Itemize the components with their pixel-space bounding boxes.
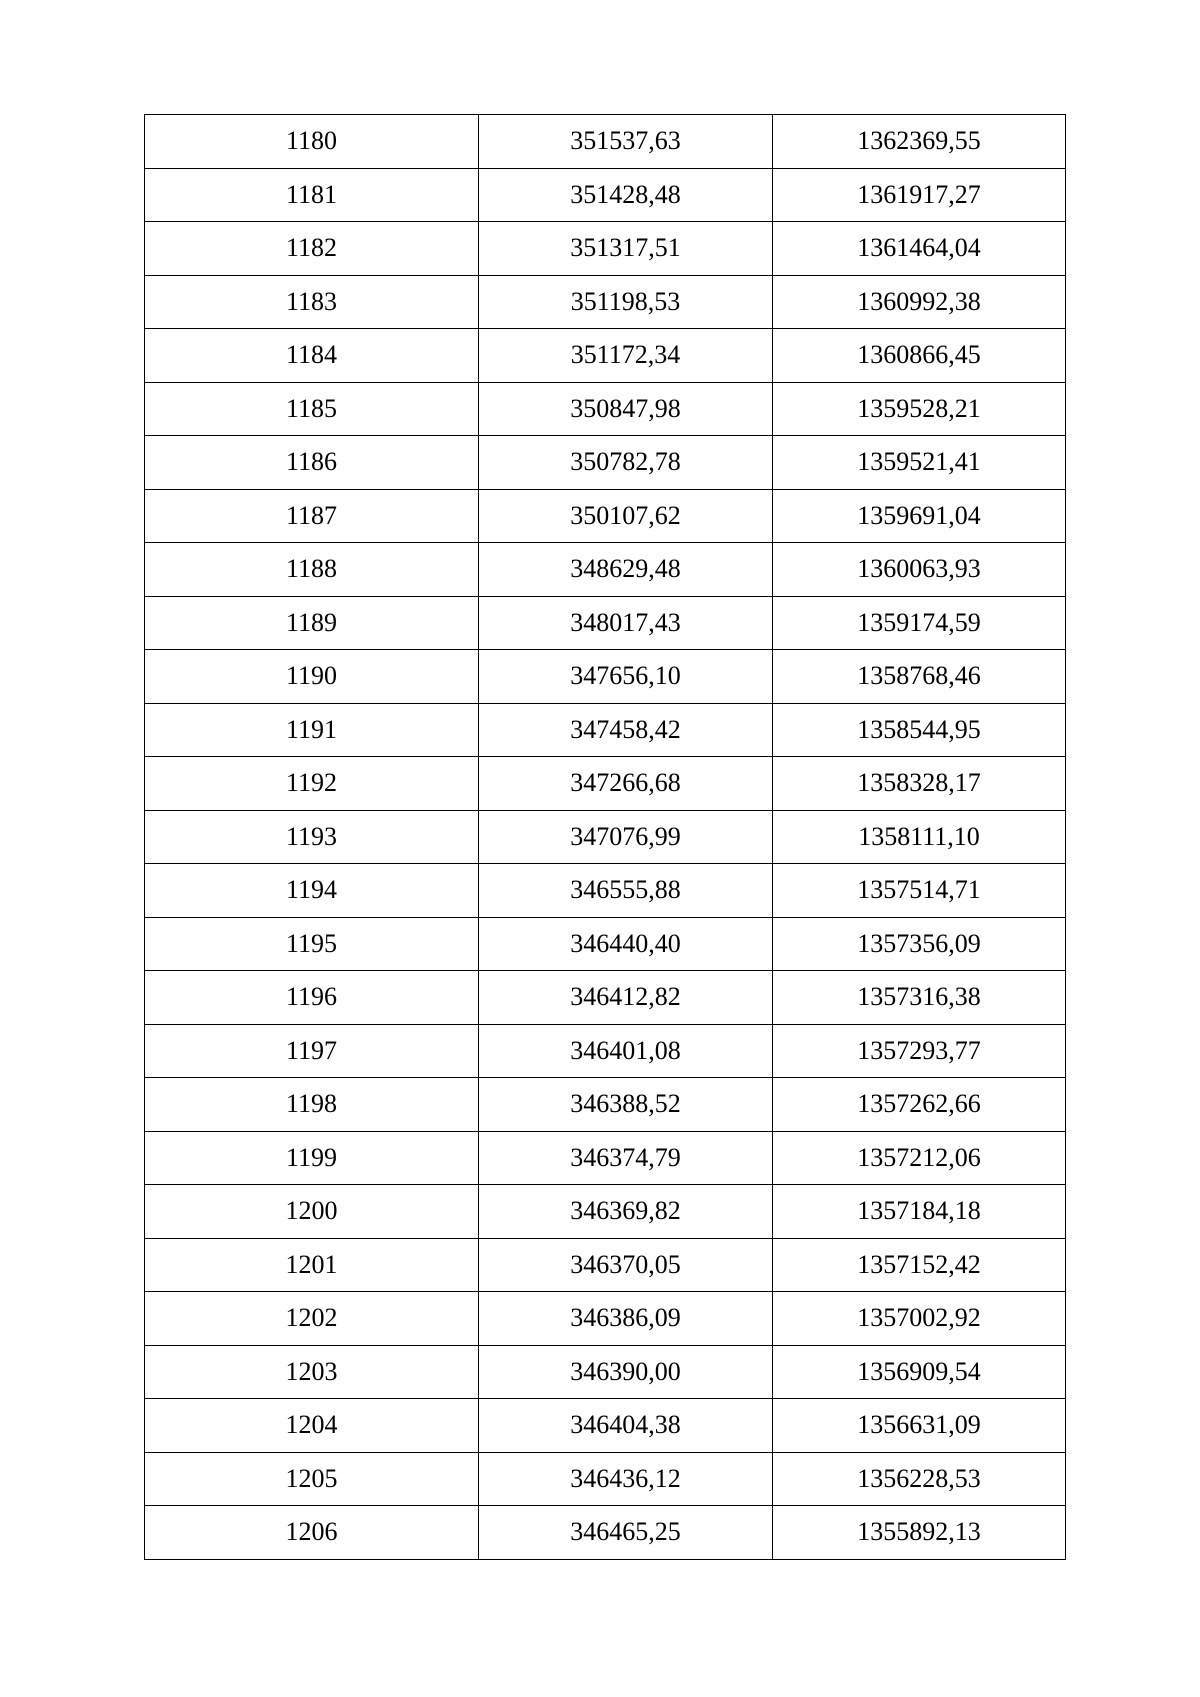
point-number-cell: 1181	[145, 168, 479, 222]
y-coordinate-cell: 1358328,17	[773, 757, 1066, 811]
point-number-cell: 1188	[145, 543, 479, 597]
table-row	[145, 329, 1066, 383]
point-number-cell: 1183	[145, 275, 479, 329]
y-coordinate-cell: 1356909,54	[773, 1345, 1066, 1399]
point-number-cell: 1197	[145, 1024, 479, 1078]
table-row	[145, 703, 1066, 757]
x-coordinate-cell: 347266,68	[479, 757, 773, 811]
table-row	[145, 1399, 1066, 1453]
table-row	[145, 971, 1066, 1025]
point-number-cell: 1199	[145, 1131, 479, 1185]
x-coordinate-cell: 346374,79	[479, 1131, 773, 1185]
y-coordinate-cell: 1359528,21	[773, 382, 1066, 436]
x-coordinate-cell: 351172,34	[479, 329, 773, 383]
y-coordinate-cell: 1355892,13	[773, 1506, 1066, 1560]
table-row	[145, 275, 1066, 329]
x-coordinate-cell: 346386,09	[479, 1292, 773, 1346]
y-coordinate-cell: 1357514,71	[773, 864, 1066, 918]
table-row	[145, 1024, 1066, 1078]
y-coordinate-cell: 1360063,93	[773, 543, 1066, 597]
table-row	[145, 1078, 1066, 1132]
table-row	[145, 1292, 1066, 1346]
point-number-cell: 1206	[145, 1506, 479, 1560]
y-coordinate-cell: 1357152,42	[773, 1238, 1066, 1292]
y-coordinate-cell: 1358111,10	[773, 810, 1066, 864]
x-coordinate-cell: 351537,63	[479, 115, 773, 169]
y-coordinate-cell: 1357356,09	[773, 917, 1066, 971]
x-coordinate-cell: 351317,51	[479, 222, 773, 276]
point-number-cell: 1205	[145, 1452, 479, 1506]
table-row	[145, 1452, 1066, 1506]
x-coordinate-cell: 347458,42	[479, 703, 773, 757]
point-number-cell: 1203	[145, 1345, 479, 1399]
x-coordinate-cell: 350847,98	[479, 382, 773, 436]
y-coordinate-cell: 1357212,06	[773, 1131, 1066, 1185]
x-coordinate-cell: 346401,08	[479, 1024, 773, 1078]
table-row	[145, 1506, 1066, 1560]
point-number-cell: 1200	[145, 1185, 479, 1239]
x-coordinate-cell: 350782,78	[479, 436, 773, 490]
x-coordinate-cell: 346370,05	[479, 1238, 773, 1292]
x-coordinate-cell: 346440,40	[479, 917, 773, 971]
table-row	[145, 757, 1066, 811]
y-coordinate-cell: 1362369,55	[773, 115, 1066, 169]
y-coordinate-cell: 1360866,45	[773, 329, 1066, 383]
y-coordinate-cell: 1357262,66	[773, 1078, 1066, 1132]
point-number-cell: 1201	[145, 1238, 479, 1292]
point-number-cell: 1198	[145, 1078, 479, 1132]
y-coordinate-cell: 1357316,38	[773, 971, 1066, 1025]
table-row	[145, 650, 1066, 704]
coordinates-table-body	[145, 115, 1066, 1560]
point-number-cell: 1196	[145, 971, 479, 1025]
point-number-cell: 1192	[145, 757, 479, 811]
table-row	[145, 917, 1066, 971]
point-number-cell: 1191	[145, 703, 479, 757]
y-coordinate-cell: 1359691,04	[773, 489, 1066, 543]
table-row	[145, 489, 1066, 543]
x-coordinate-cell: 351198,53	[479, 275, 773, 329]
table-row	[145, 596, 1066, 650]
point-number-cell: 1202	[145, 1292, 479, 1346]
table-row	[145, 115, 1066, 169]
x-coordinate-cell: 351428,48	[479, 168, 773, 222]
x-coordinate-cell: 346465,25	[479, 1506, 773, 1560]
point-number-cell: 1194	[145, 864, 479, 918]
x-coordinate-cell: 348017,43	[479, 596, 773, 650]
y-coordinate-cell: 1359174,59	[773, 596, 1066, 650]
y-coordinate-cell: 1359521,41	[773, 436, 1066, 490]
table-row	[145, 810, 1066, 864]
point-number-cell: 1189	[145, 596, 479, 650]
point-number-cell: 1195	[145, 917, 479, 971]
y-coordinate-cell: 1358544,95	[773, 703, 1066, 757]
x-coordinate-cell: 346555,88	[479, 864, 773, 918]
x-coordinate-cell: 346369,82	[479, 1185, 773, 1239]
x-coordinate-cell: 346388,52	[479, 1078, 773, 1132]
point-number-cell: 1187	[145, 489, 479, 543]
y-coordinate-cell: 1356228,53	[773, 1452, 1066, 1506]
x-coordinate-cell: 347076,99	[479, 810, 773, 864]
table-row	[145, 436, 1066, 490]
y-coordinate-cell: 1361464,04	[773, 222, 1066, 276]
table-row	[145, 1131, 1066, 1185]
table-row	[145, 382, 1066, 436]
x-coordinate-cell: 350107,62	[479, 489, 773, 543]
point-number-cell: 1193	[145, 810, 479, 864]
x-coordinate-cell: 346404,38	[479, 1399, 773, 1453]
y-coordinate-cell: 1358768,46	[773, 650, 1066, 704]
y-coordinate-cell: 1357184,18	[773, 1185, 1066, 1239]
x-coordinate-cell: 346390,00	[479, 1345, 773, 1399]
point-number-cell: 1186	[145, 436, 479, 490]
table-row	[145, 1345, 1066, 1399]
y-coordinate-cell: 1356631,09	[773, 1399, 1066, 1453]
coordinates-table	[144, 114, 1066, 1560]
x-coordinate-cell: 346436,12	[479, 1452, 773, 1506]
table-row	[145, 1185, 1066, 1239]
x-coordinate-cell: 347656,10	[479, 650, 773, 704]
table-row	[145, 222, 1066, 276]
x-coordinate-cell: 348629,48	[479, 543, 773, 597]
x-coordinate-cell: 346412,82	[479, 971, 773, 1025]
table-row	[145, 543, 1066, 597]
point-number-cell: 1180	[145, 115, 479, 169]
y-coordinate-cell: 1360992,38	[773, 275, 1066, 329]
point-number-cell: 1184	[145, 329, 479, 383]
point-number-cell: 1190	[145, 650, 479, 704]
table-row	[145, 864, 1066, 918]
y-coordinate-cell: 1357293,77	[773, 1024, 1066, 1078]
y-coordinate-cell: 1361917,27	[773, 168, 1066, 222]
table-row	[145, 1238, 1066, 1292]
table-row	[145, 168, 1066, 222]
point-number-cell: 1185	[145, 382, 479, 436]
y-coordinate-cell: 1357002,92	[773, 1292, 1066, 1346]
point-number-cell: 1182	[145, 222, 479, 276]
point-number-cell: 1204	[145, 1399, 479, 1453]
